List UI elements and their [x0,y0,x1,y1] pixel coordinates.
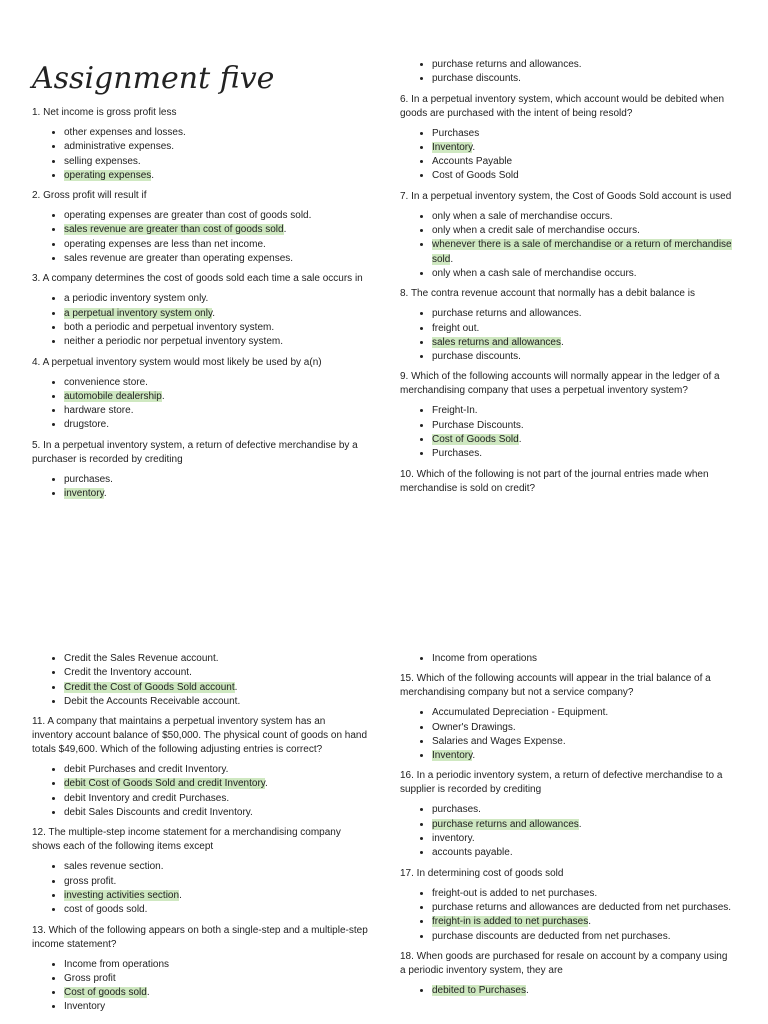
answer-option [432,803,735,817]
option-punctuation: . [146,987,150,999]
question-text: 13. Which of the following appears on both a single-step and a multiple-step income statement? [32,924,368,950]
answer-option [64,418,368,432]
answer-option [64,652,368,666]
option-text: investing activities section [64,889,180,901]
answer-option [432,930,735,944]
option-text: Inventory [432,141,473,153]
answer-option [432,901,735,915]
option-text: only when a cash sale of merchandise occurs. [432,267,637,279]
option-text: debited to Purchases [432,984,526,996]
answer-option [64,209,368,223]
column-right [400,58,735,502]
option-text: Purchases [432,127,480,139]
option-text: gross profit. [64,875,117,887]
answer-option [64,252,368,266]
option-text: Accumulated Depreciation - Equipment. [432,707,609,719]
answer-options [400,652,735,666]
option-text: purchase discounts. [432,351,521,363]
answer-option [432,322,735,336]
option-text: cost of goods sold. [64,904,148,916]
answer-options [32,292,368,349]
answer-options [400,706,735,763]
option-punctuation: . [518,434,522,446]
answer-option [432,58,735,72]
question-text: 17. In determining cost of goods sold [400,867,564,879]
question-text: 15. Which of the following accounts will appear in the trial balance of a merchandising company but not a service company? [400,673,711,699]
answer-option [432,735,735,749]
answer-option-highlighted [432,818,735,832]
option-text: operating expenses are less than net income. [64,238,266,250]
answer-option [64,155,368,169]
option-punctuation: . [588,916,591,928]
answer-option [432,127,735,141]
option-punctuation: . [179,889,182,901]
option-text: administrative expenses. [64,141,175,153]
answer-option [64,126,368,140]
option-text: Cost of Goods Sold [432,434,519,446]
answer-options [400,984,735,998]
column-left [32,61,368,507]
option-text: drugstore. [64,419,110,431]
answer-option [64,903,368,917]
answer-option [64,321,368,335]
document-page-bottom [0,512,768,1024]
option-text: Debit the Accounts Receivable account. [64,695,241,707]
question-text: 10. Which of the following is not part of the journal entries made when merchandise is sold on credit? [400,468,709,494]
option-text: automobile dealership [64,390,162,402]
answer-option [64,140,368,154]
option-text: whenever there is a sale of merchandise or a return of merchandise sold [432,239,732,265]
answer-option [64,695,368,709]
option-text: debit Cost of Goods Sold and credit Inventory [64,778,266,790]
option-text: purchase returns and allowances. [432,59,582,70]
answer-option [64,972,368,986]
option-text: purchases. [432,804,481,816]
option-text: purchase returns and allowances are deducted from net purchases. [432,901,732,913]
answer-option [432,447,735,461]
option-text: purchase returns and allowances [432,818,579,830]
option-text: sales revenue are greater than cost of goods sold [64,224,284,236]
answer-option-highlighted [64,307,368,321]
option-text: inventory [64,488,104,500]
option-text: Purchase Discounts. [432,419,524,431]
answer-option-highlighted [432,336,735,350]
option-punctuation: . [450,253,454,265]
option-text: purchase returns and allowances. [432,308,582,320]
answer-option [432,267,735,281]
option-text: Income from operations [64,958,170,970]
option-text: Cost of goods sold [64,987,147,999]
answer-option [432,887,735,901]
option-text: Credit the Cost of Goods Sold account [64,681,235,693]
answer-option [64,473,368,487]
answer-option [432,350,735,364]
option-text: freight-in is added to net purchases [432,916,589,928]
answer-option [64,292,368,306]
option-text: Freight-In. [432,405,478,417]
answer-options [400,127,735,184]
option-text: inventory. [432,833,475,845]
answer-options [32,958,368,1015]
option-text: debit Inventory and credit Purchases. [64,792,230,804]
answer-option [432,210,735,224]
option-text: accounts payable. [432,847,513,859]
assignment-title: Assignment five [32,61,275,96]
option-text: Purchases. [432,448,483,460]
option-punctuation: . [265,778,268,790]
option-text: sales returns and allowances [432,336,561,348]
question-text: 16. In a periodic inventory system, a return of defective merchandise to a supplier is recorded by crediting [400,770,723,796]
option-punctuation: . [472,141,476,153]
answer-option-highlighted [432,238,735,267]
option-text: Salaries and Wages Expense. [432,735,566,747]
answer-option [432,307,735,321]
answer-options [32,860,368,917]
answer-option-highlighted [64,487,368,501]
answer-options [32,126,368,183]
column-left [32,652,368,1021]
question-text: 2. Gross profit will result if [32,190,147,202]
option-text: Credit the Sales Revenue account. [64,653,219,664]
option-punctuation: . [560,336,564,348]
option-text: Accounts Payable [432,156,513,168]
answer-options [32,652,368,709]
option-text: selling expenses. [64,155,141,167]
option-punctuation: . [578,818,582,830]
option-text: purchases. [64,473,113,485]
answer-option-highlighted [432,749,735,763]
option-text: freight out. [432,322,480,334]
option-punctuation: . [234,681,238,693]
option-punctuation: . [525,984,529,996]
option-text: operating expenses [64,169,152,181]
answer-option-highlighted [432,433,735,447]
option-punctuation: . [161,390,165,402]
answer-option [432,404,735,418]
answer-options [400,887,735,944]
answer-options [32,763,368,820]
answer-option-highlighted [432,915,735,929]
option-text: debit Sales Discounts and credit Inventory. [64,807,253,819]
column-right [400,652,735,1004]
answer-option [64,860,368,874]
option-punctuation: . [151,169,155,181]
answer-options [32,473,368,502]
answer-option-highlighted [64,986,368,1000]
answer-options [400,210,735,281]
answer-options [400,404,735,461]
option-text: hardware store. [64,405,134,417]
option-punctuation: . [283,224,287,236]
option-text: a periodic inventory system only. [64,293,209,305]
answer-options [32,376,368,433]
option-text: sales revenue are greater than operating expenses. [64,253,294,265]
option-text: Gross profit [64,972,116,984]
option-text: a perpetual inventory system only [64,307,213,319]
option-text: Cost of Goods Sold [432,170,519,182]
answer-option [64,404,368,418]
answer-option [64,875,368,889]
answer-option [64,1000,368,1014]
question-text: 4. A perpetual inventory system would most likely be used by a(n) [32,356,322,368]
option-text: other expenses and losses. [64,127,186,138]
question-text: 11. A company that maintains a perpetual inventory system has an inventory account balance of $50,000. The physical count of goods on hand totals $49,600. Which of the following adjusting entries is correct? [32,716,368,756]
answer-option [432,169,735,183]
question-text: 8. The contra revenue account that normally has a debit balance is [400,288,695,300]
question-text: 9. Which of the following accounts will normally appear in the ledger of a merchandising company that uses a perpetual inventory system? [400,371,720,397]
answer-option-highlighted [64,223,368,237]
answer-option [432,155,735,169]
option-text: both a periodic and perpetual inventory system. [64,321,275,333]
question-text: 3. A company determines the cost of goods sold each time a sale occurs in [32,273,363,285]
option-text: Credit the Inventory account. [64,667,192,679]
option-punctuation: . [472,750,476,762]
answer-option-highlighted [64,777,368,791]
question-text: 5. In a perpetual inventory system, a return of defective merchandise by a purchaser is recorded by crediting [32,439,358,465]
answer-option-highlighted [432,984,735,998]
answer-option [64,335,368,349]
answer-options [32,209,368,266]
option-text: Owner's Drawings. [432,721,516,733]
answer-option-highlighted [64,169,368,183]
answer-option [432,832,735,846]
answer-option-highlighted [64,889,368,903]
option-punctuation: . [103,488,107,500]
question-text: 12. The multiple-step income statement for a merchandising company shows each of the following items except [32,827,341,853]
answer-option-highlighted [64,390,368,404]
answer-options [400,307,735,364]
answer-option-highlighted [432,141,735,155]
option-text: debit Purchases and credit Inventory. [64,764,229,776]
option-text: purchase discounts. [432,73,521,85]
option-text: Inventory [432,750,473,762]
option-text: only when a sale of merchandise occurs. [432,210,613,222]
option-text: neither a periodic nor perpetual inventory system. [64,336,284,348]
option-punctuation: . [212,307,216,319]
option-text: purchase discounts are deducted from net purchases. [432,930,671,942]
answer-option [64,763,368,777]
option-text: Inventory [64,1001,106,1013]
option-text: sales revenue section. [64,861,164,873]
answer-option [64,376,368,390]
question-text: 18. When goods are purchased for resale on account by a company using a periodic inventory system, they are [400,950,728,976]
option-text: operating expenses are greater than cost of goods sold. [64,210,312,222]
answer-option [64,958,368,972]
answer-option [64,238,368,252]
answer-option [432,846,735,860]
answer-option [432,419,735,433]
option-text: convenience store. [64,376,148,388]
question-text: 6. In a perpetual inventory system, which account would be debited when goods are purchased with the intent of being resold? [400,93,725,119]
answer-option [432,706,735,720]
question-text: 1. Net income is gross profit less [32,107,177,118]
answer-option [432,72,735,86]
option-text: freight-out is added to net purchases. [432,887,598,899]
answer-option [432,721,735,735]
answer-option [64,666,368,680]
answer-option [432,652,735,666]
question-text: 7. In a perpetual inventory system, the Cost of Goods Sold account is used [400,190,732,202]
answer-option-highlighted [64,681,368,695]
option-text: only when a credit sale of merchandise occurs. [432,225,640,237]
answer-option [64,792,368,806]
answer-option [432,224,735,238]
answer-options [400,58,735,87]
answer-option [64,806,368,820]
answer-options [400,803,735,860]
option-text: Income from operations [432,653,538,664]
